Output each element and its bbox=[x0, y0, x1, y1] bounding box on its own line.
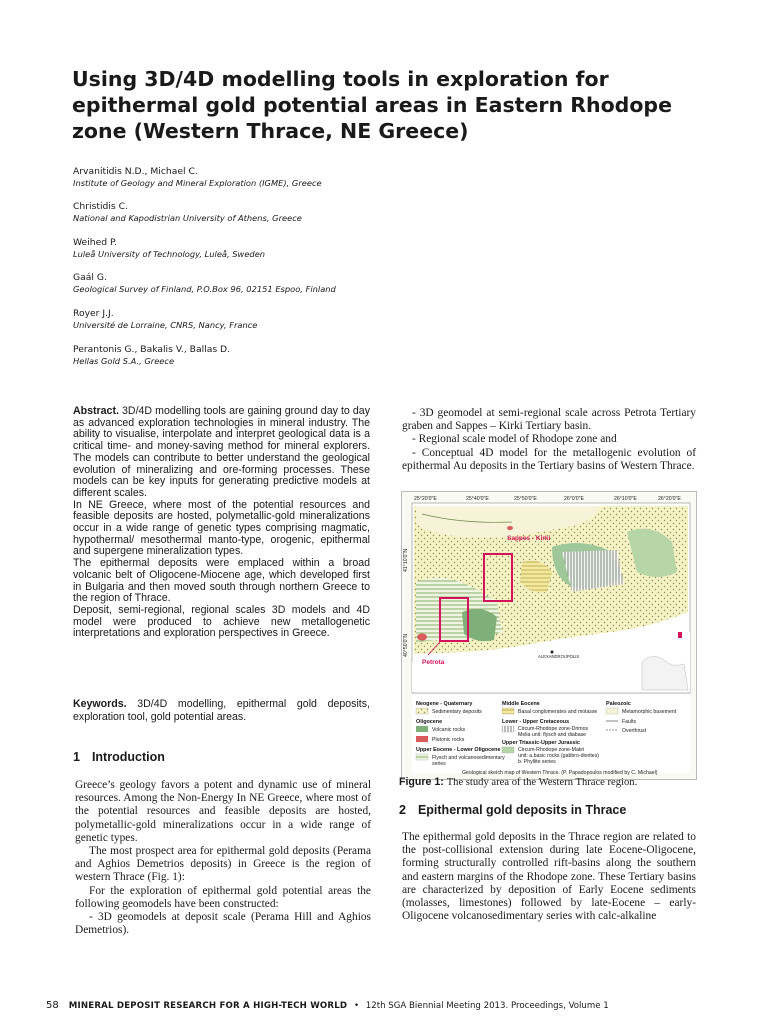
legend-item: Plutonic rocks bbox=[432, 737, 465, 743]
legend-heading: Upper Eocene - Lower Oligocene bbox=[416, 747, 501, 753]
author-block bbox=[73, 201, 673, 224]
legend-swatch bbox=[416, 736, 428, 742]
author-names: Arvanitidis N.D., Michael C. bbox=[73, 166, 198, 177]
figure-caption-text: The study area of the Western Thrace region. bbox=[446, 777, 638, 788]
town-marker bbox=[551, 651, 554, 654]
map-svg bbox=[402, 492, 696, 779]
abstract bbox=[73, 406, 370, 640]
intro-p3: For the exploration of epithermal gold potential areas the following geomodels have been constructed: bbox=[75, 884, 371, 910]
section-heading bbox=[73, 750, 165, 764]
meeting-info: 12th SGA Biennial Meeting 2013. Proceedings, Volume 1 bbox=[365, 1001, 609, 1011]
author-affiliation: Luleå University of Technology, Luleå, Sweden bbox=[73, 249, 266, 259]
list-item: - 3D geomodel at semi-regional scale across Petrota Tertiary graben and Sappes – Kirki Tertiary basin. bbox=[402, 407, 696, 433]
legend-item: unit: a.basic rocks (gabbro-diorites) bbox=[518, 753, 600, 759]
keywords-text: 3D/4D modelling, epithermal gold deposits, exploration tool, gold potential areas. bbox=[73, 698, 370, 723]
figure-label: Figure 1: bbox=[399, 776, 444, 788]
legend-swatch bbox=[416, 708, 428, 714]
section-number: 1 bbox=[73, 750, 80, 764]
abstract-label: Abstract. bbox=[73, 405, 119, 417]
legend-heading: Lower - Upper Cretaceous bbox=[502, 719, 570, 725]
legend-swatch bbox=[606, 708, 618, 714]
plutonic-area bbox=[507, 526, 513, 530]
author-affiliation: Hellas Gold S.A., Greece bbox=[73, 356, 175, 366]
petrota-label: Petrota bbox=[422, 659, 445, 666]
coord-label: 25°20'0"E bbox=[414, 496, 437, 502]
author-names: Weihed P. bbox=[73, 237, 118, 248]
intro-p2: The most prospect area for epithermal gold deposits (Perama and Aghios Demetrios deposits) in Greece is the region of western Thrace (Fig. 1): bbox=[75, 845, 371, 884]
section-title: Introduction bbox=[91, 750, 165, 764]
section-heading bbox=[399, 803, 626, 817]
author-affiliation: Institute of Geology and Mineral Exploration (IGME), Greece bbox=[73, 178, 322, 188]
section-title: Epithermal gold deposits in Thrace bbox=[417, 803, 627, 817]
legend-swatch bbox=[502, 747, 514, 753]
legend-heading: Middle Eocene bbox=[502, 701, 540, 707]
legend-swatch bbox=[416, 754, 428, 760]
introduction-text bbox=[75, 779, 371, 937]
legend-item: Overthrust bbox=[622, 728, 647, 734]
paper-title: Using 3D/4D modelling tools in exploration for epithermal gold potential areas in Eastern Rhodope zone (Western Thrace, NE Greece) bbox=[72, 67, 673, 143]
page-footer bbox=[46, 1000, 736, 1011]
author-block bbox=[73, 237, 673, 260]
coord-label: 40°50'0"N bbox=[403, 633, 409, 657]
coord-label: 26°20'0"E bbox=[658, 496, 681, 502]
journal-title: MINERAL DEPOSIT RESEARCH FOR A HIGH-TECH WORLD bbox=[68, 1001, 348, 1011]
intro-p1: Greece’s geology favors a potent and dynamic use of mineral resources. Among the Non-Energy In NE Greece, where most of the potential resources and feasible deposits are hosted, polymetallic-gold mineralizations occur in a wide range of genetic types. bbox=[75, 779, 371, 844]
legend-heading: Upper Triassic-Upper Jurassic bbox=[502, 740, 580, 746]
legend-item: b. Phyllite series bbox=[518, 759, 556, 765]
legend-swatch bbox=[502, 726, 514, 732]
town-label: ALEXANDROUPOLIS bbox=[538, 654, 580, 659]
abstract-p1: 3D/4D modelling tools are gaining ground day to day as advanced exploration technologies in mineral industry. The ability to visualise, interpolate and interpret geological data is a critical time- and money-saving method for mineral explorers. The models can contribute to better understand the geological evolution of mineralizing and ore-forming processes. These models can be key inputs for generating predictive models at different scales. bbox=[73, 405, 370, 499]
list-item: - Regional scale model of Rhodope zone and bbox=[412, 433, 617, 446]
legend-swatch bbox=[416, 726, 428, 732]
sappes-label: Sappes - Kirki bbox=[507, 535, 551, 542]
plutonic-area bbox=[678, 632, 682, 638]
legend-item: Circum-Rhodope zone-Makri bbox=[518, 747, 585, 753]
list-item: - Conceptual 4D model for the metallogenic evolution of epithermal Au deposits in the Tertiary basins of Western Thrace. bbox=[402, 446, 696, 472]
legend-item: Metamorphic basement bbox=[622, 709, 677, 715]
abstract-p2: In NE Greece, where most of the potential resources and feasible deposits are hosted, polymetallic-gold mineralizations occur in a wide range of genetic types comprising magmatic, hypothermal/ mesothermal manto-type, orogenic, epithermal and supergene mineralization types. bbox=[73, 498, 370, 558]
section2-text: The epithermal gold deposits in the Thrace region are related to the post-collisional extension during late Eocene-Oligocene, forming structurally controlled rift-basins along the southern and eastern margins of the Rhodope zone. These Tertiary basins are characterized by deposition of Early Eocene sediments (molasses, limestones) followed by late-Eocene – early-Oligocene volcanosedimentary series with calc-alkaline bbox=[402, 831, 696, 923]
author-block bbox=[73, 308, 673, 331]
author-block bbox=[73, 344, 673, 367]
author-affiliation: Université de Lorraine, CNRS, Nancy, France bbox=[73, 320, 258, 330]
coord-label: 25°40'0"E bbox=[466, 496, 489, 502]
abstract-p4: Deposit, semi-regional, regional scales 3D models and 4D model were produced to achieve new metallogenetic interpretations and exploration perspectives in Greece. bbox=[73, 603, 370, 640]
legend-heading: Neogene - Quaternary bbox=[416, 701, 473, 707]
legend-item: Basal conglomerates and molasse bbox=[518, 709, 598, 715]
intro-p4: - 3D geomodels at deposit scale (Perama Hill and Aghios Demetrios). bbox=[75, 911, 371, 937]
page-number: 58 bbox=[46, 1000, 59, 1011]
section-number: 2 bbox=[399, 803, 406, 817]
author-names: Gaál G. bbox=[73, 272, 107, 283]
legend-swatch bbox=[502, 708, 514, 714]
keywords-label: Keywords. bbox=[73, 698, 127, 710]
plutonic-area bbox=[417, 634, 427, 641]
author-names: Christidis C. bbox=[73, 201, 128, 212]
coord-label: 26°0'0"E bbox=[564, 496, 584, 502]
legend-heading: Paleozoic bbox=[606, 701, 631, 707]
abstract-p3: The epithermal deposits were emplaced within a broad volcanic belt of Oligocene-Miocene age, which developed first in Bulgaria and then moved south through northern Greece to the region of Thrace. bbox=[73, 557, 370, 605]
keywords bbox=[73, 698, 370, 723]
author-affiliation: National and Kapodistrian University of Athens, Greece bbox=[73, 213, 302, 223]
author-affiliation: Geological Survey of Finland, P.O.Box 96, 02151 Espoo, Finland bbox=[73, 284, 336, 294]
legend-heading: Oligocene bbox=[416, 719, 443, 725]
footer-separator: • bbox=[353, 1001, 360, 1011]
author-block bbox=[73, 166, 673, 189]
right-column-list bbox=[402, 407, 696, 473]
legend-item: Sedimentary deposits bbox=[432, 709, 482, 715]
legend-item: Flysch and volcanosedimentary bbox=[432, 755, 505, 761]
legend-item: Volcanic rocks bbox=[432, 727, 466, 733]
coord-label: 26°10'0"E bbox=[614, 496, 637, 502]
figure-caption bbox=[399, 776, 699, 789]
map-caption: Geological sketch map of Western Thrace. (P. Papadopoulos modified by C. Michael) bbox=[462, 770, 658, 776]
author-names: Perantonis G., Bakalis V., Ballas D. bbox=[73, 344, 231, 355]
geological-map-figure bbox=[401, 491, 697, 780]
legend-item: series bbox=[432, 761, 446, 767]
coord-label: 41°10'0"N bbox=[403, 548, 409, 572]
legend-item: Faults bbox=[622, 719, 637, 725]
legend-item: Melia unit: flysch and diabase bbox=[518, 732, 587, 738]
coord-label: 25°50'0"E bbox=[514, 496, 537, 502]
legend-item: Circum-Rhodope zone-Drimos bbox=[518, 726, 589, 732]
author-block bbox=[73, 272, 673, 295]
author-names: Royer J.J. bbox=[73, 308, 114, 319]
